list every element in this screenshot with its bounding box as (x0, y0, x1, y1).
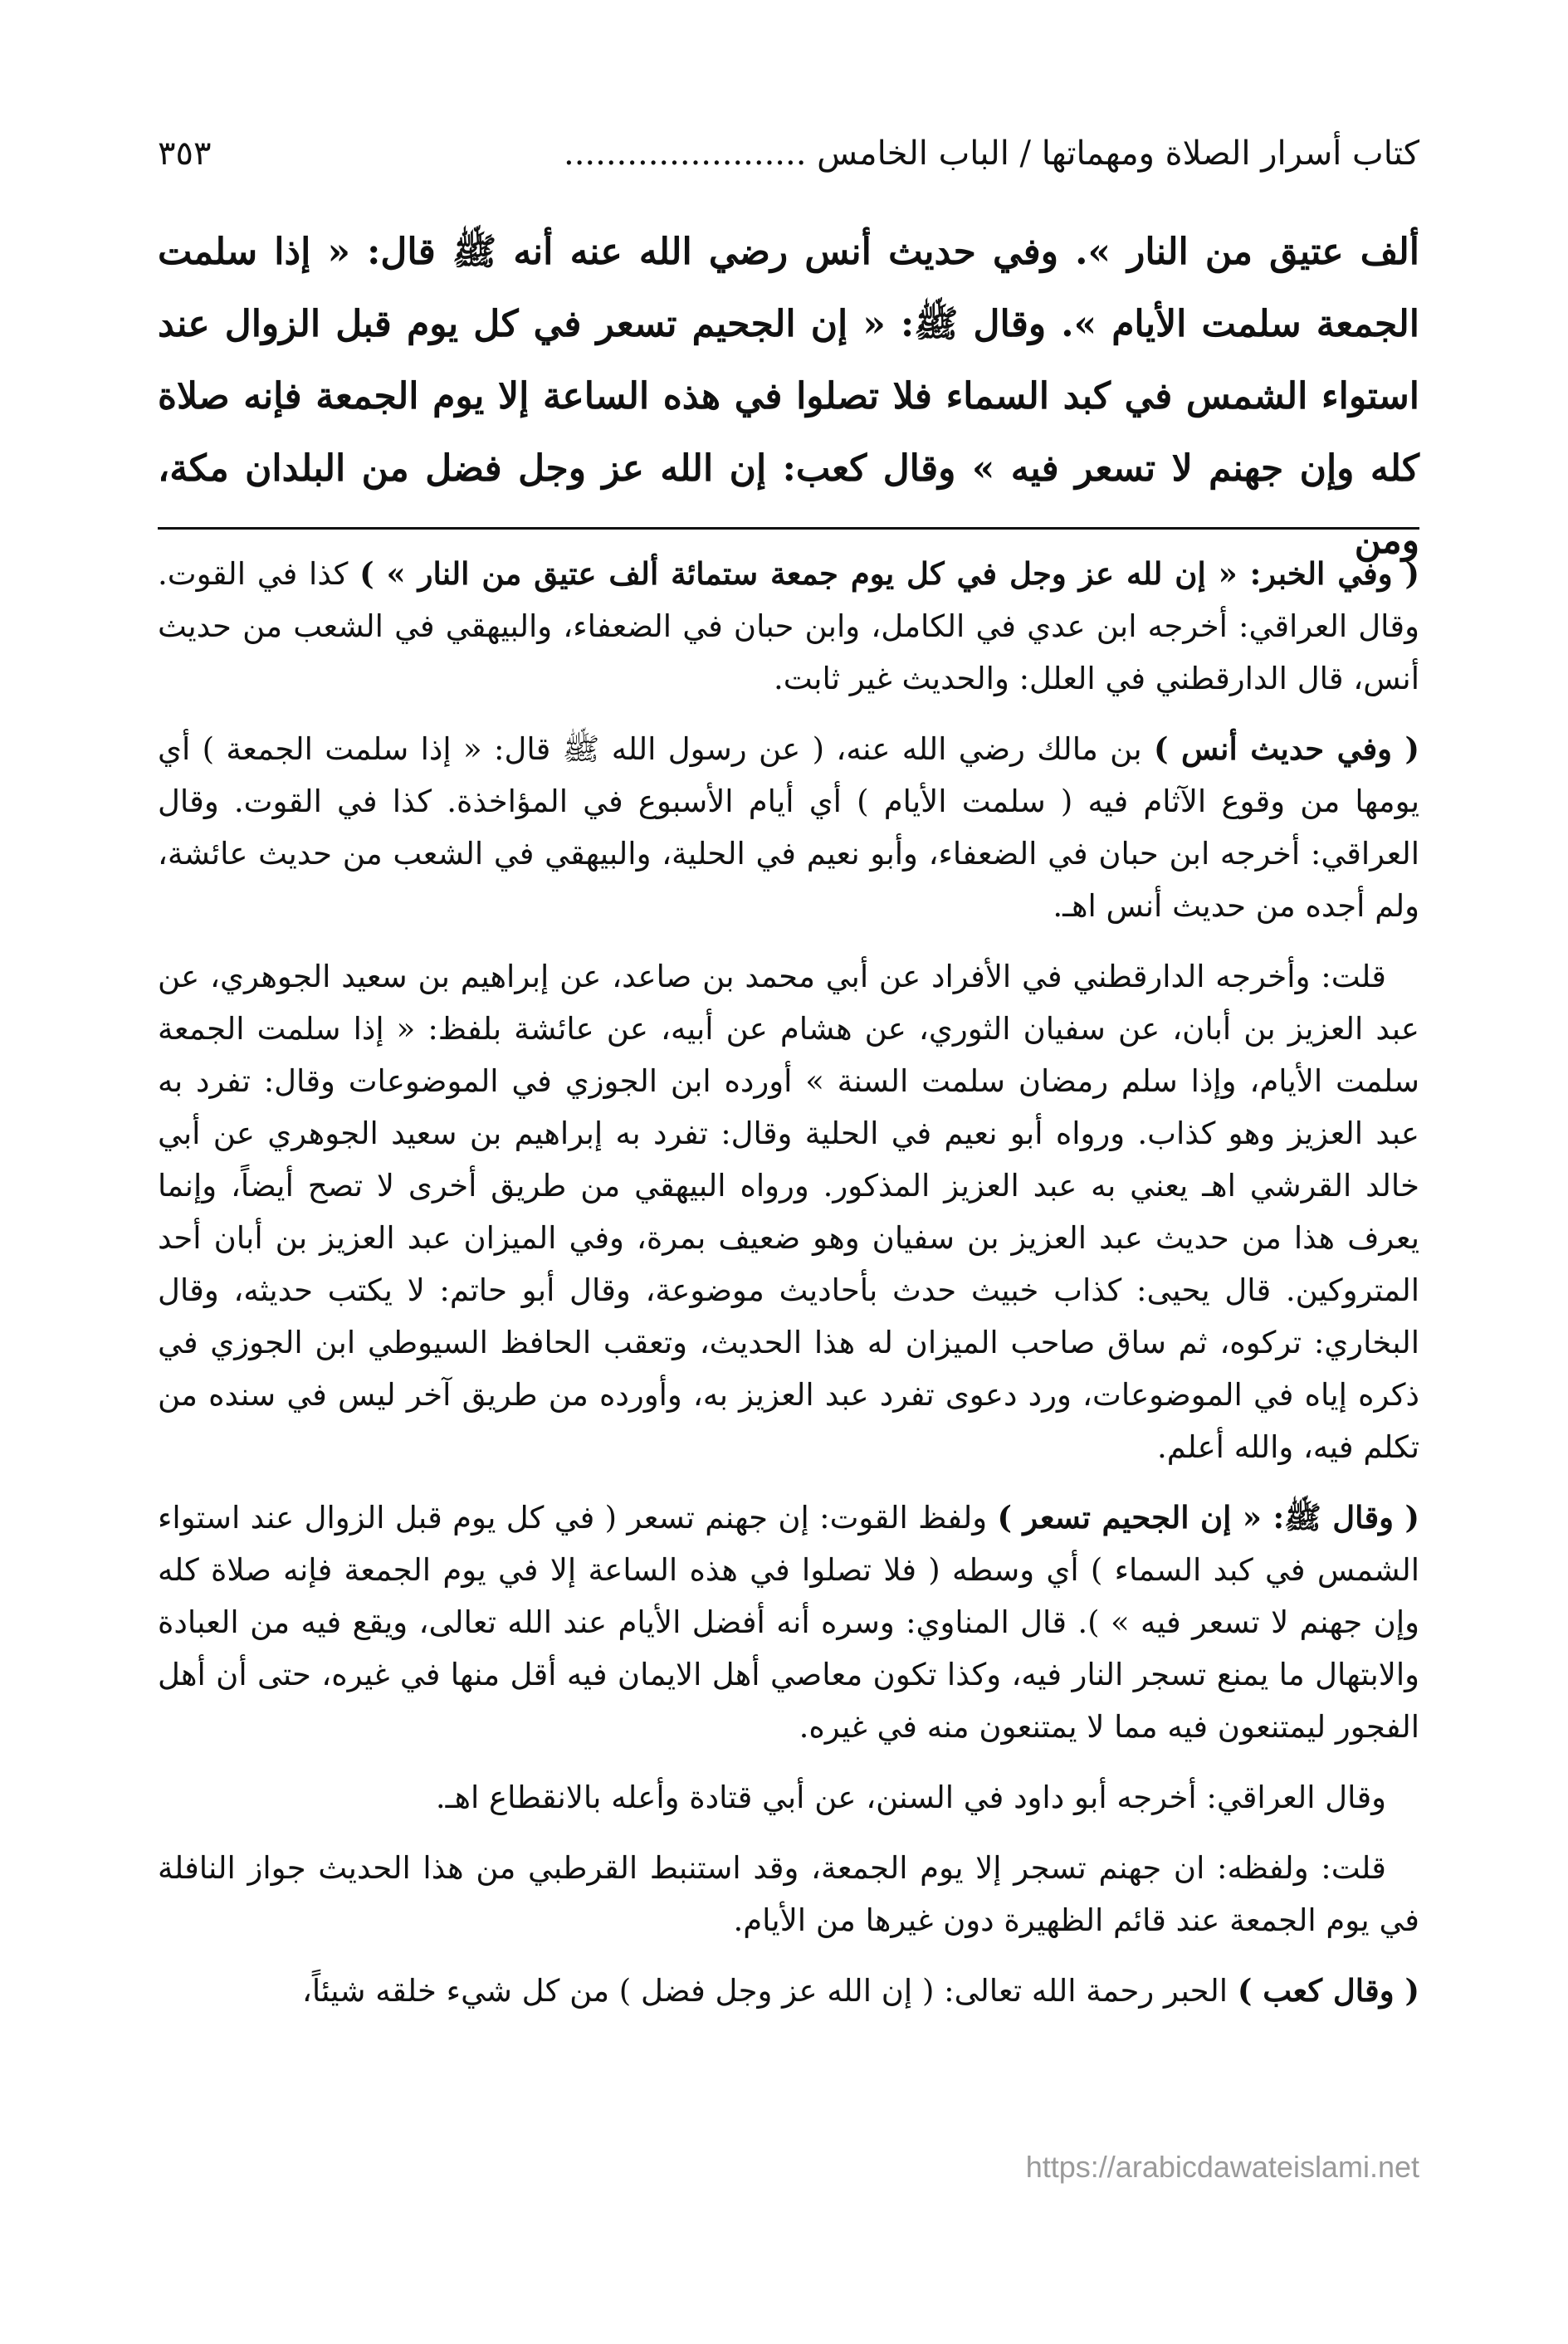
commentary-text: كذا في القوت. وقال العراقي: أخرجه ابن عدي في الكامل، وابن حبان في الضعفاء، والبيهقي في الشعب من حديث أنس، قال الدارقطني في العلل: والحديث غير ثابت. (158, 556, 1419, 696)
commentary-text: الحبر رحمة الله تعالى: ( إن الله عز وجل فضل ) من كل شيء خلقه شيئاً، (301, 1973, 1238, 2009)
commentary-paragraph (158, 1842, 1419, 1946)
watermark-url: https://arabicdawateislami.net (1025, 2150, 1419, 2184)
commentary-paragraph (158, 1492, 1419, 1753)
commentary-paragraph (158, 1771, 1419, 1824)
commentary-paragraph (158, 950, 1419, 1473)
commentary-text: ولفظ القوت: إن جهنم تسعر ( في كل يوم قبل الزوال عند استواء الشمس في كبد السماء ) أي وسطه ( فلا تصلوا في هذه الساعة إلا في يوم الجمعة فإنه صلاة كله وإن جهنم لا تسعر فيه » ). قال المناوي: وسره أنه أفضل الأيام عند الله تعالى، ويقع فيه من العبادة والابتهال ما يمنع تسجر النار فيه، وكذا تكون معاصي أهل الايمان فيه أقل منها في غيره، حتى أن أهل الفجور ليمتنعون فيه مما لا يمتنعون منه في غيره. (158, 1500, 1419, 1745)
header-title: كتاب أسرار الصلاة ومهماتها / الباب الخامس ....................... (563, 134, 1419, 173)
commentary-paragraph (158, 723, 1419, 932)
commentary-paragraph (158, 548, 1419, 705)
separator-rule (158, 527, 1419, 530)
commentary-text: قلت: وأخرجه الدارقطني في الأفراد عن أبي محمد بن صاعد، عن إبراهيم بن سعيد الجوهري، عن عبد العزيز بن أبان، عن سفيان الثوري، عن هشام عن أبيه، عن عائشة بلفظ: « إذا سلمت الجمعة سلمت الأيام، وإذا سلم رمضان سلمت السنة » أورده ابن الجوزي في الموضوعات وقال: تفرد به عبد العزيز وهو كذاب. ورواه أبو نعيم في الحلية وقال: تفرد به إبراهيم بن سعيد الجوهري عن أبي خالد القرشي اهـ يعني به عبد العزيز المذكور. ورواه البيهقي من طريق أخرى لا تصح أيضاً، وإنما يعرف هذا من حديث عبد العزيز بن سفيان وهو ضعيف بمرة، وفي الميزان عبد العزيز بن أبان أحد المتروكين. قال يحيى: كذاب خبيث حدث بأحاديث موضوعة، وقال أبو حاتم: لا يكتب حديثه، وقال البخاري: تركوه، ثم ساق صاحب الميزان له هذا الحديث، وتعقب الحافظ السيوطي ابن الجوزي في ذكره إياه في الموضوعات، ورد دعوى تفرد عبد العزيز به، وأورده من طريق آخر ليس في سنده من تكلم فيه، والله أعلم. (158, 959, 1419, 1465)
commentary-text: قلت: ولفظه: ان جهنم تسجر إلا يوم الجمعة، وقد استنبط القرطبي من هذا الحديث جواز النافلة في يوم الجمعة عند قائم الظهيرة دون غيرها من الأيام. (158, 1850, 1419, 1938)
commentary (158, 548, 1419, 2035)
commentary-text: بن مالك رضي الله عنه، ( عن رسول الله ﷺ قال: « إذا سلمت الجمعة ) أي يومها من وقوع الآثام فيه ( سلمت الأيام ) أي أيام الأسبوع في المؤاخذة. كذا في القوت. وقال العراقي: أخرجه ابن حبان في الضعفاء، وأبو نعيم في الحلية، والبيهقي في الشعب من حديث عائشة، ولم أجده من حديث أنس اهـ. (158, 731, 1419, 924)
quoted-matn: ( وفي حديث أنس ) (1153, 730, 1419, 767)
quoted-matn: ( وقال ﷺ: « إن الجحيم تسعر ) (997, 1499, 1419, 1536)
quoted-matn: ( وفي الخبر: « إن لله عز وجل في كل يوم جمعة ستمائة ألف عتيق من النار » ) (359, 555, 1420, 592)
commentary-paragraph (158, 1965, 1419, 2017)
running-header (158, 125, 1419, 183)
main-text: ألف عتيق من النار ». وفي حديث أنس رضي الله عنه أنه ﷺ قال: « إذا سلمت الجمعة سلمت الأيام ». وقال ﷺ: « إن الجحيم تسعر في كل يوم قبل الزوال عند استواء الشمس في كبد السماء فلا تصلوا في هذه الساعة إلا يوم الجمعة فإنه صلاة كله وإن جهنم لا تسعر فيه » وقال كعب: إن الله عز وجل فضل من البلدان مكة، ومن (158, 231, 1419, 562)
book-page (158, 0, 1419, 2344)
quoted-matn: ( وقال كعب ) (1237, 1972, 1419, 2009)
page-number: ٣٥٣ (158, 134, 212, 173)
commentary-text: وقال العراقي: أخرجه أبو داود في السنن، عن أبي قتادة وأعله بالانقطاع اهـ. (435, 1780, 1386, 1815)
